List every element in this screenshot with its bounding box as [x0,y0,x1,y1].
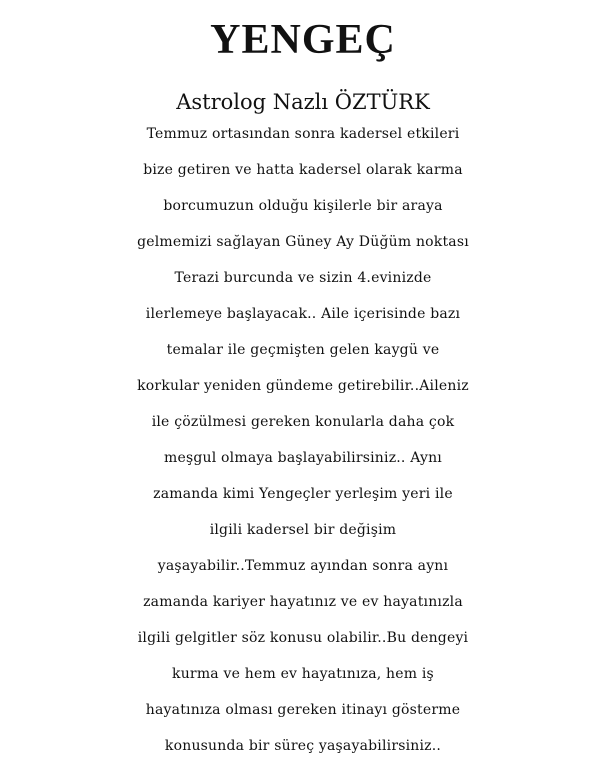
body-line: zamanda kariyer hayatınız ve ev hayatınızla [143,594,463,610]
body-line: ilgili gelgitler söz konusu olabilir..Bu dengeyi [137,630,469,646]
author-byline: Astrolog Nazlı ÖZTÜRK [176,90,430,114]
body-line: korkular yeniden gündeme getirebilir..Aileniz [137,378,469,394]
body-line: Terazi burcunda ve sizin 4.evinizde [174,270,432,286]
body-line: meşgul olmaya başlayabilirsiniz.. Aynı [164,450,442,466]
body-line: bize getiren ve hatta kadersel olarak karma [143,162,463,178]
body-line: ilerlemeye başlayacak.. Aile içerisinde bazı [145,306,461,322]
body-line: zamanda kimi Yengeçler yerleşim yeri ile [153,486,453,502]
document-title: YENGEÇ [210,17,396,63]
body-line: konusunda bir süreç yaşayabilirsiniz.. [164,738,442,754]
body-line: yaşayabilir..Temmuz ayından sonra aynı [157,558,449,574]
body-line: Temmuz ortasından sonra kadersel etkileri [146,126,460,142]
body-line: temalar ile geçmişten gelen kaygü ve [166,342,440,358]
body-line: gelmemizi sağlayan Güney Ay Düğüm noktası [137,234,469,250]
body-line: borcumuzun olduğu kişilerle bir araya [163,198,443,214]
body-line: hayatınıza olması gereken itinayı gösterme [145,702,461,718]
body-line: kurma ve hem ev hayatınıza, hem iş [172,666,434,682]
body-line: ile çözülmesi gereken konularla daha çok [151,414,455,430]
body-text [0,116,606,764]
body-line: ilgili kadersel bir değişim [209,522,397,538]
